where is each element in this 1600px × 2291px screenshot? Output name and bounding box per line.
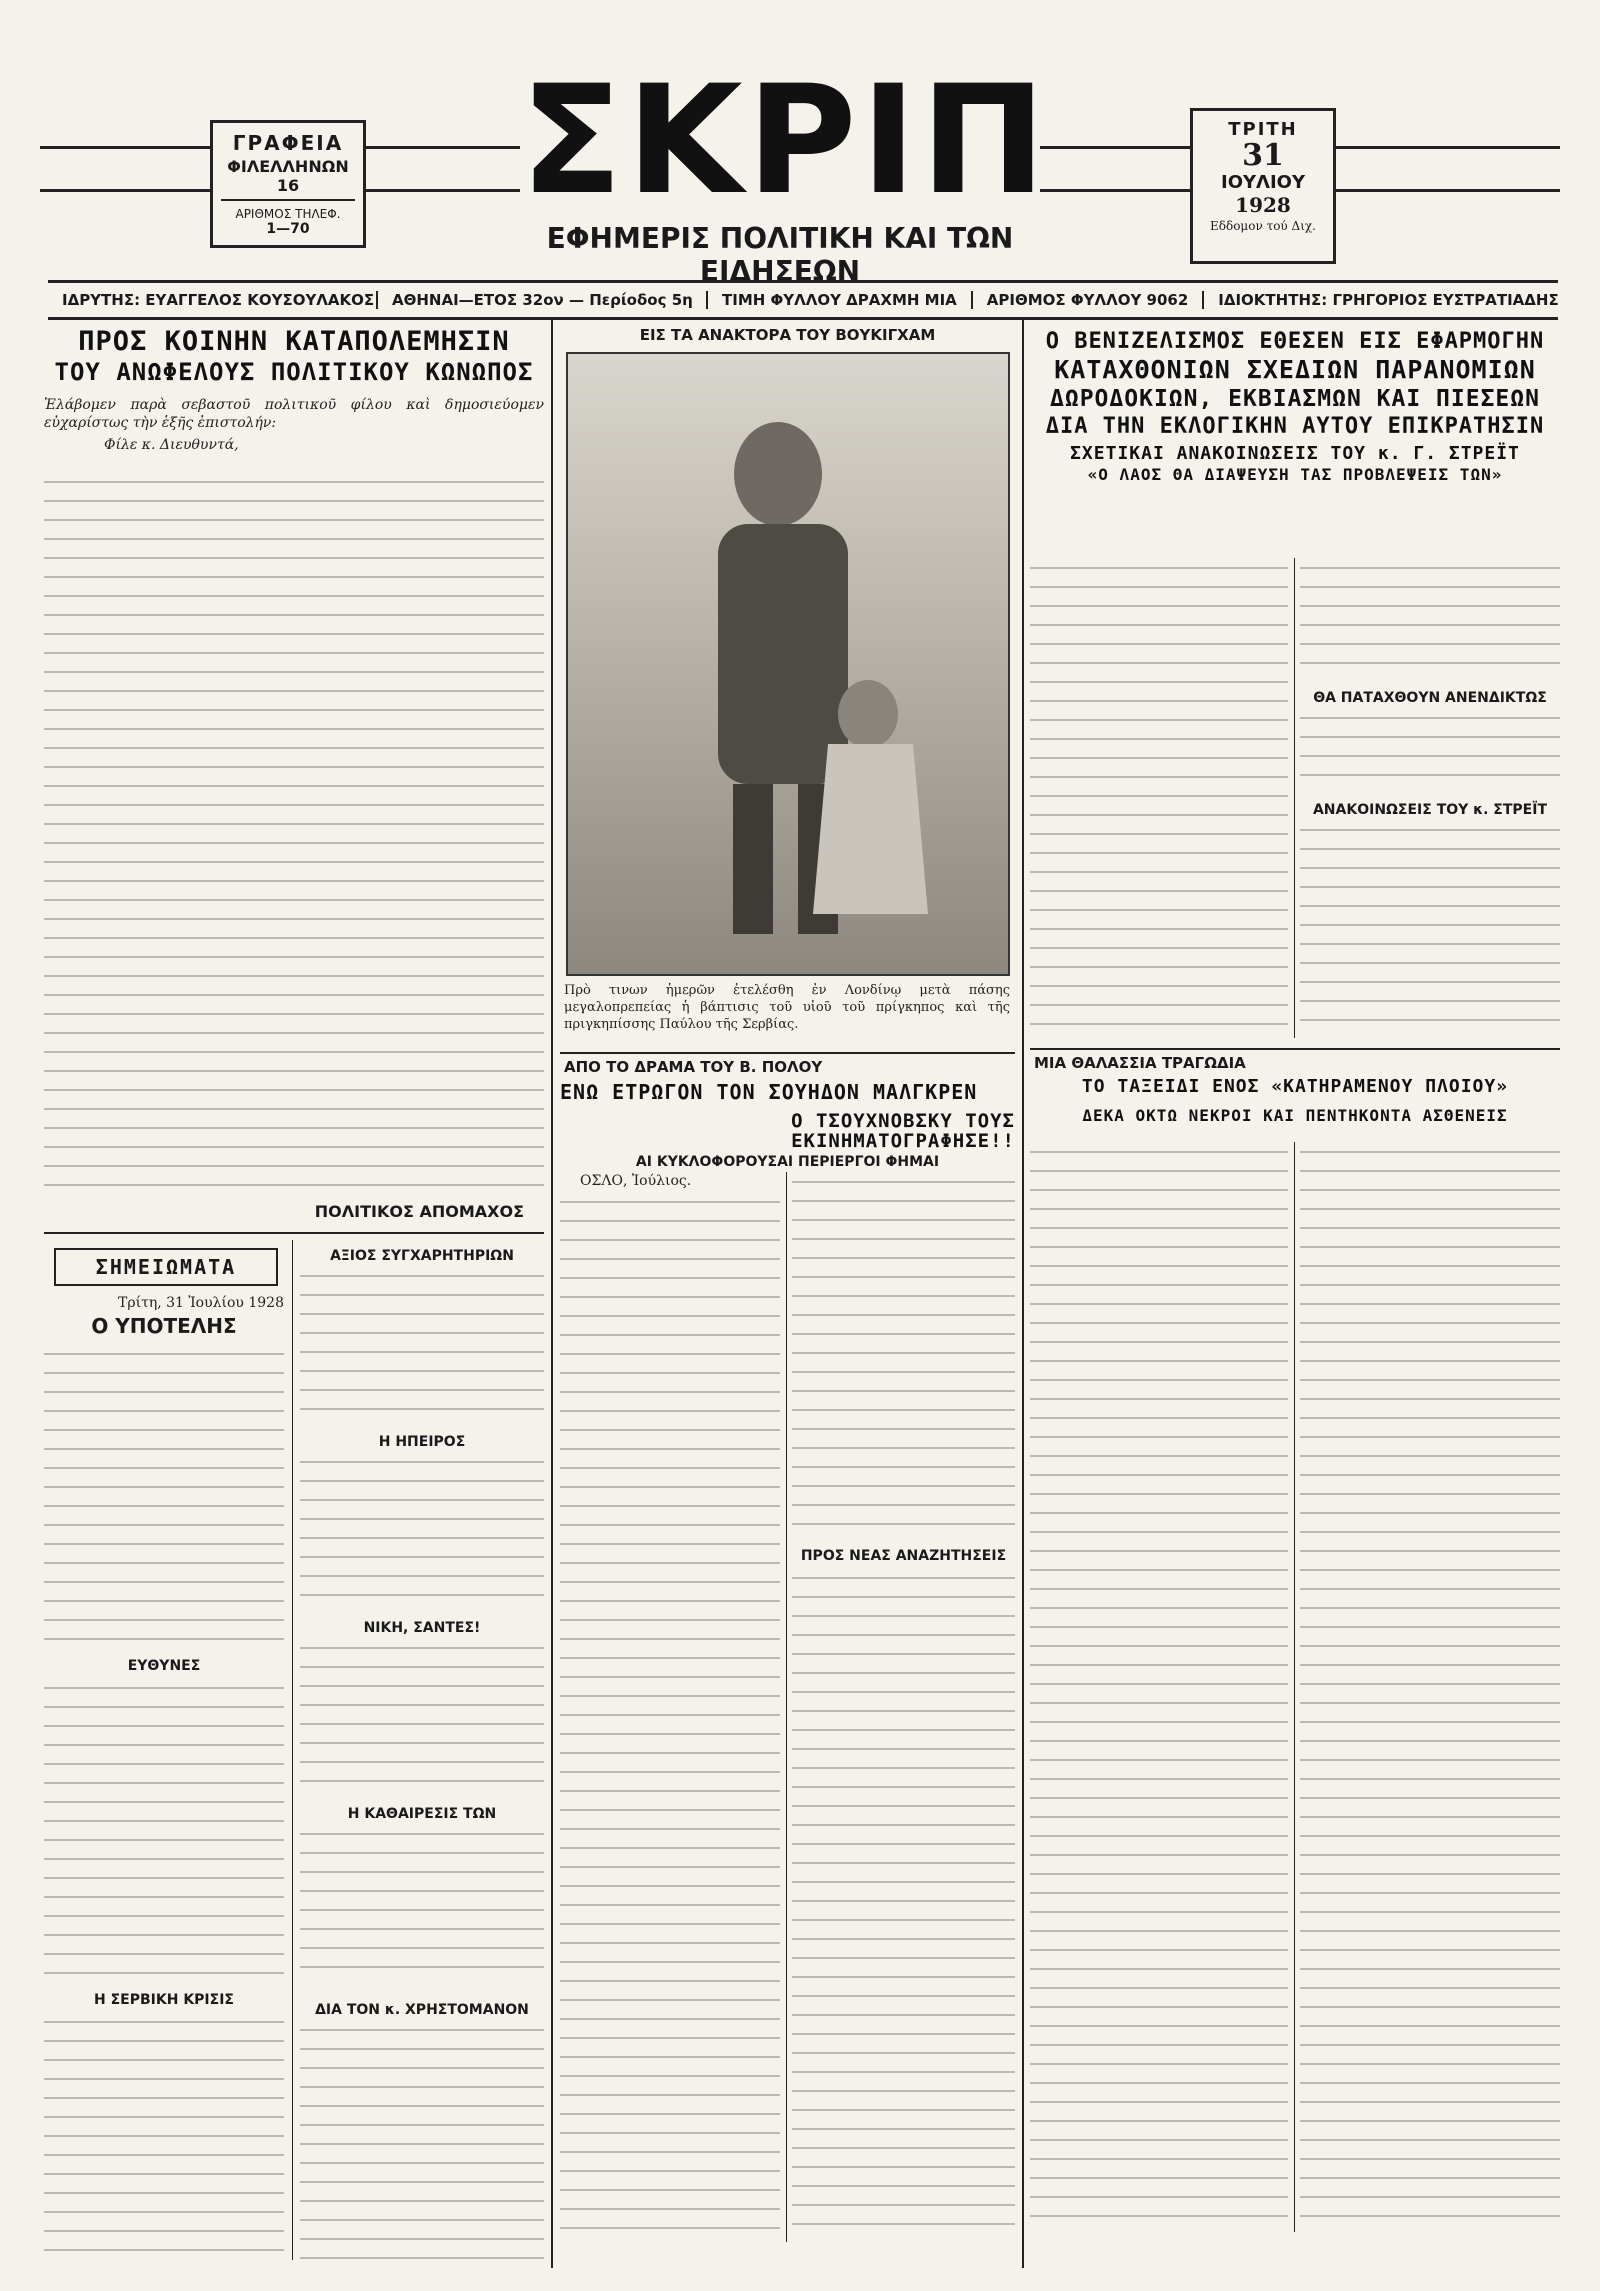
center-column [560, 322, 1015, 2272]
center-separator [560, 1052, 1015, 1054]
ship-text-col-b [1300, 1142, 1560, 2232]
drama-headline-1: ΕΝΩ ΕΤΡΩΓΟΝ ΤΟΝ ΣΟΥΗΔΟΝ ΜΑΛΓΚΡΕΝ [560, 1080, 978, 1104]
left-headline-2: ΤΟΥ ΑΝΩΦΕΛΟΥΣ ΠΟΛΙΤΙΚΟΥ ΚΩΝΩΠΟΣ [54, 358, 534, 387]
right-headline-1: Ο ΒΕΝΙΖΕΛΙΣΜΟΣ ΕΘΕΣΕΝ ΕΙΣ ΕΦΑΡΜΟΓΗΝ [1045, 329, 1545, 354]
right-subhead: ΣΧΕΤΙΚΑΙ ΑΝΑΚΟΙΝΩΣΕΙΣ ΤΟΥ κ. Γ. ΣΤΡΕΪΤ [1070, 442, 1520, 464]
date-box [1190, 108, 1336, 264]
ship-kicker: ΜΙΑ ΘΑΛΑΣΣΙΑ ΤΡΑΓΩΔΙΑ [1034, 1054, 1246, 1072]
ship-subcolumn-rule [1294, 1142, 1295, 2232]
box-epirus: Η ΗΠΕΙΡΟΣ [378, 1434, 466, 1450]
city-year: ΑΘΗΝΑΙ—ΕΤΟΣ 32ον — Περίοδος 5η [378, 291, 708, 309]
masthead [0, 0, 1600, 288]
box-congrats: ΑΞΙΟΣ ΣΥΓΧΑΡΗΤΗΡΙΩΝ [330, 1248, 514, 1264]
drama-dateline: ΟΣΛΟ, Ἰούλιος. [580, 1173, 692, 1189]
right-text-col-b [1300, 558, 1560, 678]
right-column [1030, 322, 1560, 2272]
drama-text-col-a [560, 1192, 780, 2232]
owner: ΙΔΙΟΚΤΗΤΗΣ: ΓΡΗΓΟΡΙΟΣ ΕΥΣΤΡΑΤΙΑΔΗΣ [1218, 291, 1559, 309]
box-dismissals: Η ΚΑΘΑΙΡΕΣΙΣ ΤΩΝ [347, 1806, 497, 1822]
newspaper-logo: ΣΚΡΙΠ [520, 54, 1050, 228]
price: ΤΙΜΗ ΦΥΛΛΟΥ ΔΡΑΧΜΗ ΜΙΑ [708, 291, 973, 309]
notes-banner [54, 1248, 278, 1286]
info-bar [48, 280, 1558, 320]
box-congrats-text [300, 1266, 544, 1416]
ship-subhead: ΔΕΚΑ ΟΚΤΩ ΝΕΚΡΟΙ ΚΑΙ ΠΕΝΤΗΚΟΝΤΑ ΑΣΘΕΝΕΙΣ [1082, 1106, 1508, 1125]
box-chrestomanos-text [300, 2020, 544, 2260]
euthynes-text [44, 1678, 284, 1978]
right-subcolumn-rule [1294, 558, 1295, 1038]
notes-date: Τρίτη, 31 Ἰουλίου 1928 [118, 1295, 284, 1311]
section-punished: ΘΑ ΠΑΤΑΧΘΟΥΝ ΑΝΕΝΔΙΚΤΩΣ [1313, 690, 1547, 706]
newspaper-subtitle: ΕΦΗΜΕΡΙΣ ΠΟΛΙΤΙΚΗ ΚΑΙ ΤΩΝ ΕΙΔΗΣΕΩΝ [546, 222, 1014, 288]
right-headline-3: ΔΩΡΟΔΟΚΙΩΝ, ΕΚΒΙΑΣΜΩΝ ΚΑΙ ΠΙΕΣΕΩΝ [1050, 386, 1540, 413]
section-serbian-crisis: Η ΣΕΡΒΙΚΗ ΚΡΙΣΙΣ [94, 1992, 234, 2008]
box-epirus-text [300, 1452, 544, 1602]
column-rule-2 [1022, 318, 1024, 2268]
left-article-text [44, 472, 544, 1192]
issue-number: ΑΡΙΘΜΟΣ ΦΥΛΛΟΥ 9062 [973, 291, 1205, 309]
drama-headline-2: Ο ΤΣΟΥΧΝΟΒΣΚΥ ΤΟΥΣ ΕΚΙΝΗΜΑΤΟΓΡΑΦΗΣΕ!! [791, 1110, 1015, 1152]
photo-caption-header: ΕΙΣ ΤΑ ΑΝΑΚΤΟΡΑ ΤΟΥ ΒΟΥΚΙΓΧΑΜ [639, 326, 936, 344]
left-subcolumn-rule [292, 1240, 293, 2260]
office-phone: 1—70 [266, 221, 310, 237]
photo-figures [568, 354, 1008, 974]
left-signature: ΠΟΛΙΤΙΚΟΣ ΑΠΟΜΑΧΟΣ [314, 1202, 524, 1221]
office-title: ΓΡΑΦΕΙΑ [232, 131, 344, 155]
left-column [44, 322, 544, 2272]
buckingham-photo [566, 352, 1010, 976]
left-salutation: Φίλε κ. Διευθυντά, [104, 437, 239, 454]
date-month: ΙΟΥΛΙΟΥ [1221, 171, 1305, 193]
left-separator [44, 1232, 544, 1234]
date-year: 1928 [1235, 192, 1291, 217]
section-euthynes: ΕΥΘΥΝΕΣ [127, 1658, 201, 1674]
right-quote: «Ο ΛΑΟΣ ΘΑ ΔΙΑΨΕΥΣΗ ΤΑΣ ΠΡΟΒΛΕΨΕΙΣ ΤΩΝ» [1087, 465, 1503, 485]
date-note: Εδδομον τού Διχ. [1210, 218, 1316, 233]
box-dismissals-text [300, 1824, 544, 1984]
box-victory: ΝΙΚΗ, ΣΑΝΤΕΣ! [363, 1620, 481, 1636]
serbian-text [44, 2012, 284, 2252]
drama-subhead: ΑΙ ΚΥΚΛΟΦΟΡΟΥΣΑΙ ΠΕΡΙΕΡΓΟΙ ΦΗΜΑΙ [635, 1154, 940, 1170]
notes-title: Ο ΥΠΟΤΕΛΗΣ [91, 1314, 237, 1338]
right-headline-2: ΚΑΤΑΧΘΟΝΙΩΝ ΣΧΕΔΙΩΝ ΠΑΡΑΝΟΜΙΩΝ [1054, 355, 1536, 385]
section-new-search: ΠΡΟΣ ΝΕΑΣ ΑΝΑΖΗΤΗΣΕΙΣ [800, 1548, 1007, 1564]
office-phone-label: ΑΡΙΘΜΟΣ ΤΗΛΕΦ. [235, 207, 341, 221]
search-text [792, 1568, 1015, 2238]
drama-kicker: ΑΠΟ ΤΟ ΔΡΑΜΑ ΤΟΥ Β. ΠΟΛΟΥ [564, 1058, 823, 1076]
office-address: ΦΙΛΕΛΛΗΝΩΝ 16 [221, 157, 355, 201]
date-day: 31 [1242, 138, 1284, 173]
left-headline-1: ΠΡΟΣ ΚΟΙΝΗΝ ΚΑΤΑΠΟΛΕΜΗΣΙΝ [78, 326, 510, 357]
photo-caption: Πρὸ τινων ἡμερῶν ἐτελέσθη ἐν Λονδίνῳ μετὰ πάσης μεγαλοπρεπείας ἡ βάπτισις τοῦ υἱοῦ τοῦ πρίγκηπος καὶ τῆς πριγκηπίσσης Παύλου τῆς Σερβίας. [564, 983, 1010, 1033]
ship-headline: ΤΟ ΤΑΞΕΙΔΙ ΕΝΟΣ «ΚΑΤΗΡΑΜΕΝΟΥ ΠΛΟΙΟΥ» [1081, 1076, 1509, 1097]
section-streit-announcements: ΑΝΑΚΟΙΝΩΣΕΙΣ ΤΟΥ κ. ΣΤΡΕΪΤ [1312, 802, 1548, 818]
right-text-col-a [1030, 558, 1288, 1038]
notes-text [44, 1344, 284, 1644]
notes-banner-label: ΣΗΜΕΙΩΜΑΤΑ [95, 1255, 237, 1279]
ship-text-col-a [1030, 1142, 1288, 2232]
box-chrestomanos: ΔΙΑ ΤΟΝ κ. ΧΡΗΣΤΟΜΑΝΟΝ [315, 2002, 529, 2018]
column-rule-1 [551, 318, 553, 2268]
drama-subcolumn-rule [786, 1172, 787, 2242]
streit-text [1300, 820, 1560, 1038]
drama-text-col-b [792, 1172, 1015, 1532]
box-victory-text [300, 1638, 544, 1788]
right-separator [1030, 1048, 1560, 1050]
right-headline-4: ΔΙΑ ΤΗΝ ΕΚΛΟΓΙΚΗΝ ΑΥΤΟΥ ΕΠΙΚΡΑΤΗΣΙΝ [1045, 414, 1545, 440]
left-intro: Ἐλάβομεν παρὰ σεβαστοῦ πολιτικοῦ φίλου καὶ δημοσιεύομεν εὐχαρίστως τὴν ἑξῆς ἐπιστολήν: [44, 396, 544, 431]
office-box [210, 120, 366, 248]
punished-text [1300, 708, 1560, 788]
founder: ΙΔΡΥΤΗΣ: ΕΥΑΓΓΕΛΟΣ ΚΟΥΣΟΥΛΑΚΟΣ [48, 291, 378, 309]
date-weekday: ΤΡΙΤΗ [1228, 119, 1298, 140]
